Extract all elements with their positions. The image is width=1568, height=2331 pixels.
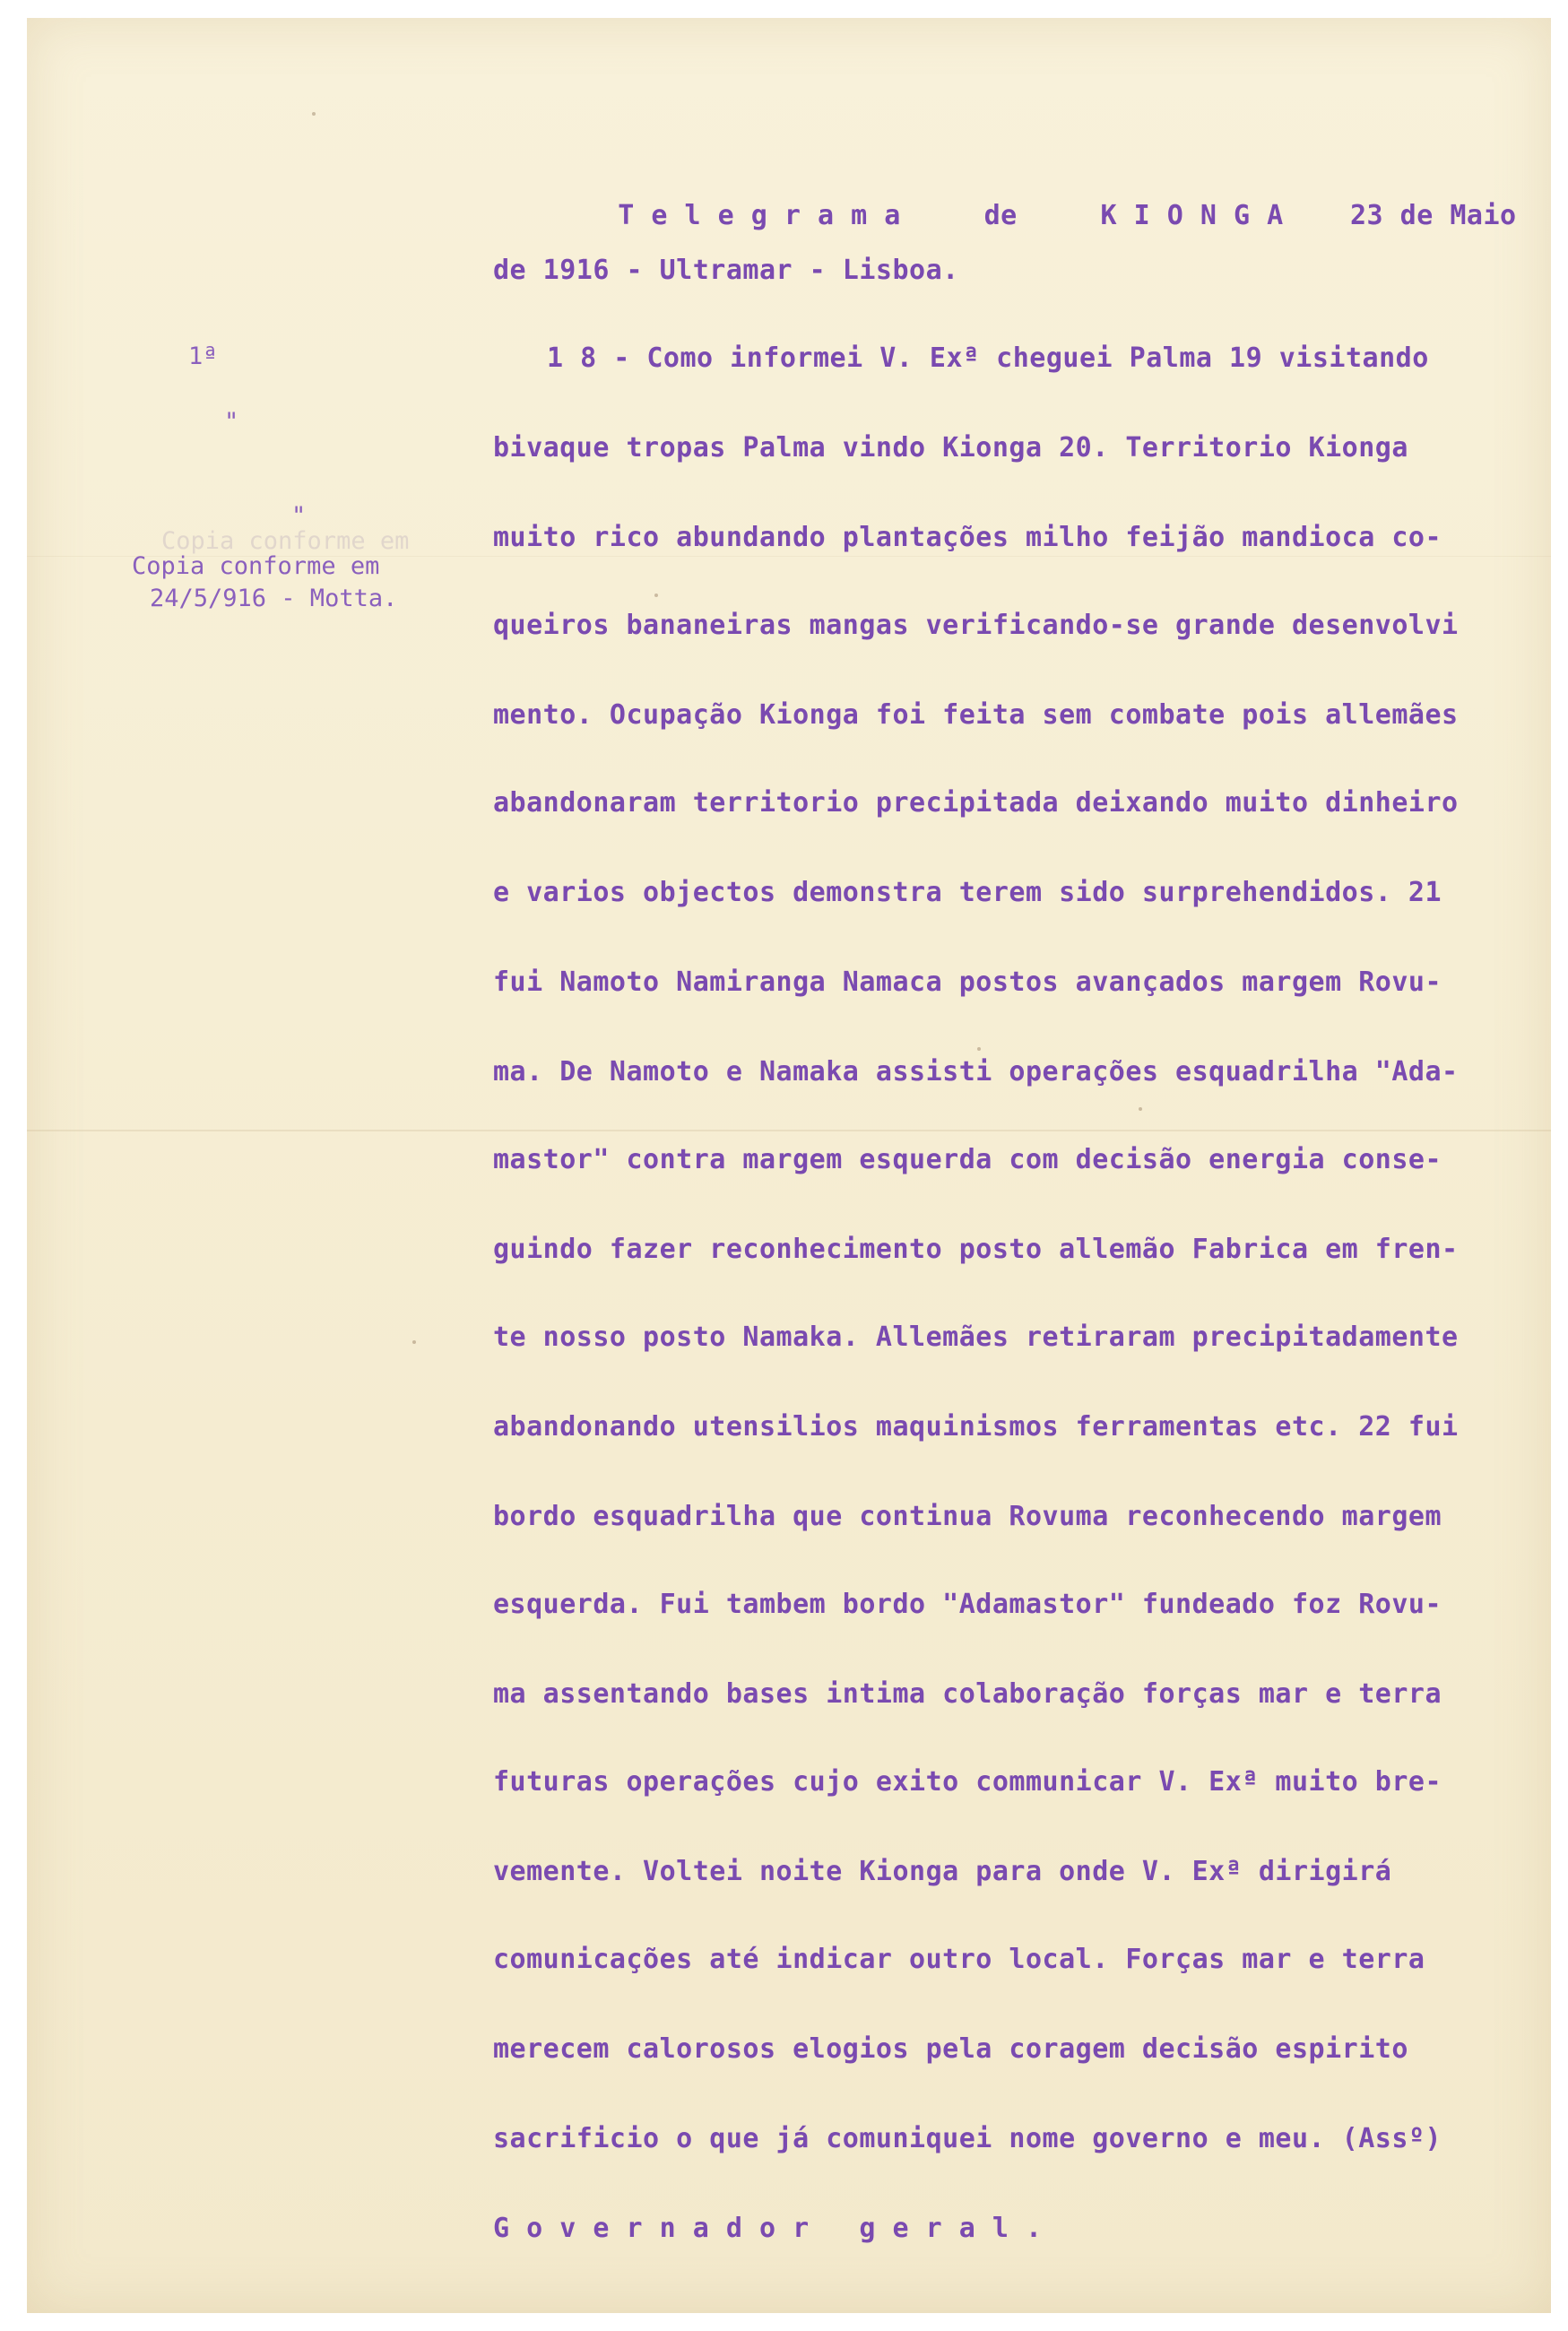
paper-fold: [27, 1130, 1551, 1131]
body-line: abandonando utensilios maquinismos ferramentas etc. 22 fui: [493, 1411, 1459, 1443]
body-line: vemente. Voltei noite Kionga para onde V. Exª dirigirá: [493, 1856, 1392, 1887]
paper-speck: [654, 594, 658, 597]
paper-speck: [412, 1340, 416, 1344]
body-line: ma assentando bases intima colaboração forças mar e terra: [493, 1678, 1442, 1710]
body-line: bordo esquadrilha que continua Rovuma reconhecendo margem: [493, 1501, 1442, 1532]
margin-mark-3: ": [291, 502, 307, 530]
margin-mark-1: 1ª: [188, 342, 218, 370]
body-line: bivaque tropas Palma vindo Kionga 20. Territorio Kionga: [493, 432, 1408, 464]
faint-stamp-impression: Copia conforme em: [161, 527, 410, 555]
header-telegrama: T e l e g r a m a: [618, 200, 901, 231]
header-line: [551, 169, 1517, 263]
body-line: mastor" contra margem esquerda com decisão energia conse-: [493, 1144, 1442, 1175]
header-date: 23 de Maio: [1349, 200, 1517, 231]
telegram-document: [27, 18, 1551, 2313]
header-place: K I O N G A: [1100, 200, 1284, 231]
body-line: fui Namoto Namiranga Namaca postos avançados margem Rovu-: [493, 966, 1442, 998]
margin-mark-2: ": [224, 408, 239, 436]
copy-note-line-1: Copia conforme em: [132, 552, 380, 580]
paper-speck: [1139, 1107, 1142, 1111]
body-line: esquerda. Fui tambem bordo "Adamastor" fundeado foz Rovu-: [493, 1589, 1442, 1620]
body-line: ma. De Namoto e Namaka assisti operações esquadrilha "Ada-: [493, 1056, 1459, 1088]
header-de: de: [983, 200, 1018, 231]
body-line: mento. Ocupação Kionga foi feita sem combate pois allemães: [493, 699, 1459, 731]
paper-speck: [977, 1047, 981, 1051]
body-line: sacrificio o que já comuniquei nome governo e meu. (Assº): [493, 2123, 1442, 2154]
signature: G o v e r n a d o r g e r a l .: [493, 2213, 1043, 2244]
body-line: muito rico abundando plantações milho feijão mandioca co-: [493, 522, 1442, 553]
body-line: e varios objectos demonstra terem sido surprehendidos. 21: [493, 877, 1442, 908]
body-line: te nosso posto Namaka. Allemães retiraram precipitadamente: [493, 1321, 1459, 1353]
paper-speck: [312, 112, 316, 116]
copy-note-line-2: 24/5/916 - Motta.: [150, 585, 398, 612]
body-line: abandonaram territorio precipitada deixando muito dinheiro: [493, 787, 1459, 819]
header-line-2: de 1916 - Ultramar - Lisboa.: [493, 255, 959, 286]
body-line: queiros bananeiras mangas verificando-se grande desenvolvi: [493, 610, 1459, 641]
body-line: comunicações até indicar outro local. Forças mar e terra: [493, 1944, 1425, 1975]
body-line: 1 8 - Como informei V. Exª cheguei Palma 19 visitando: [547, 342, 1429, 374]
body-line: futuras operações cujo exito communicar V. Exª muito bre-: [493, 1766, 1442, 1798]
body-line: merecem calorosos elogios pela coragem decisão espirito: [493, 2033, 1408, 2065]
body-line: guindo fazer reconhecimento posto allemão Fabrica em fren-: [493, 1234, 1459, 1265]
